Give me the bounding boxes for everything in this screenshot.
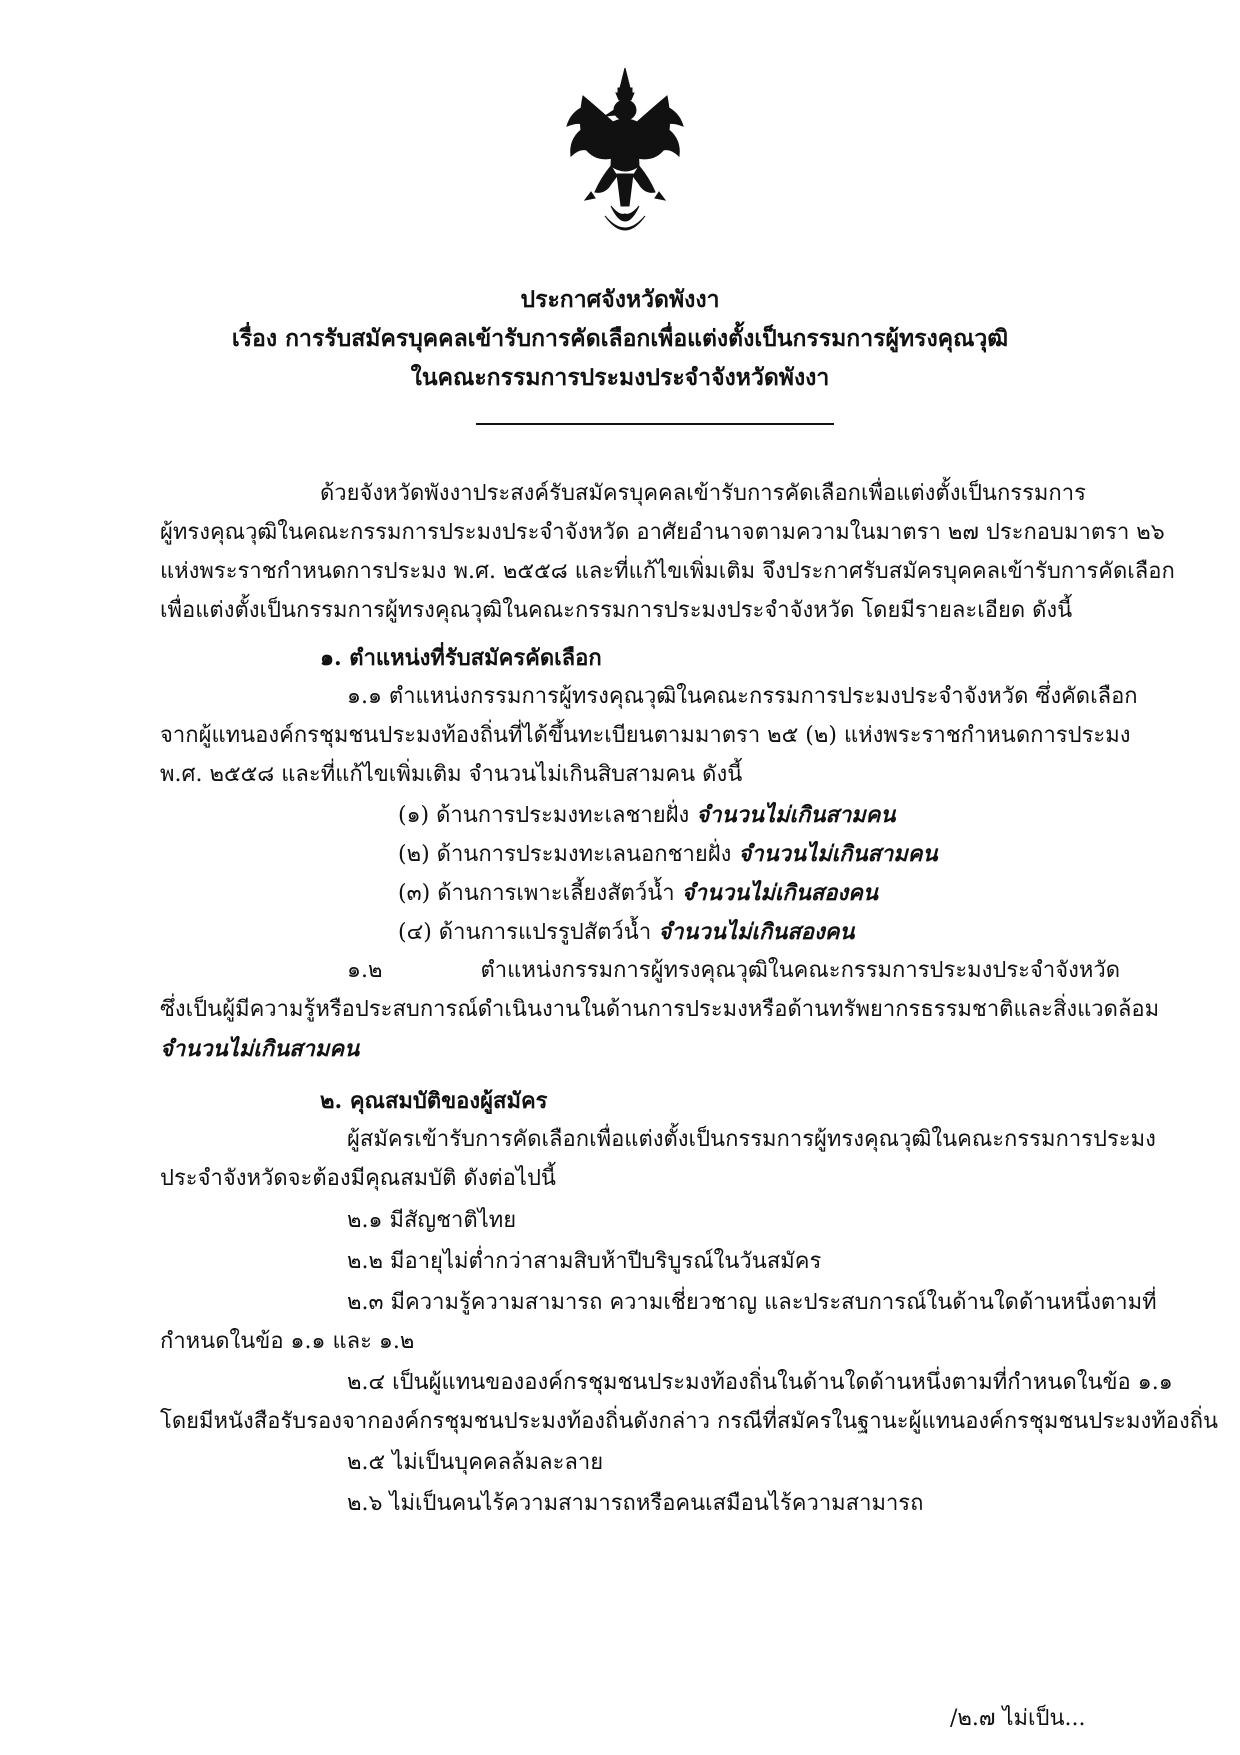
section-2-intro-line-1: ผู้สมัครเข้ารับการคัดเลือกเพื่อแต่งตั้งเป็นกรรมการผู้ทรงคุณวุฒิในคณะกรรมการประมง	[347, 1127, 1156, 1152]
qualification-2-3-line-1: ๒.๓ มีความรู้ความสามารถ ความเชี่ยวชาญ และประสบการณ์ในด้านใดด้านหนึ่งตามที่	[347, 1290, 1157, 1315]
section-1-heading: ๑. ตำแหน่งที่รับสมัครคัดเลือก	[320, 645, 602, 671]
qualification-2-1: ๒.๑ มีสัญชาติไทย	[347, 1208, 517, 1233]
qualification-2-4-line-1: ๒.๔ เป็นผู้แทนขององค์กรชุมชนประมงท้องถิ่นในด้านใดด้านหนึ่งตามที่กำหนดในข้อ ๑.๑	[347, 1370, 1173, 1395]
subitem-4	[398, 921, 854, 944]
subitem-2-count: จำนวนไม่เกินสามคน	[738, 841, 938, 867]
intro-line-2: ผู้ทรงคุณวุฒิในคณะกรรมการประมงประจำจังหวัด อาศัยอำนาจตามความในมาตรา ๒๗ ประกอบมาตรา ๒๖	[160, 520, 1165, 545]
title-line-3: ในคณะกรรมการประมงประจำจังหวัดพังงา	[410, 364, 830, 391]
subitem-4-count: จำนวนไม่เกินสองคน	[658, 919, 855, 945]
title-divider	[476, 423, 834, 425]
subitem-3-label: (๓) ด้านการเพาะเลี้ยงสัตว์น้ำ	[398, 881, 675, 906]
subitem-3-count: จำนวนไม่เกินสองคน	[681, 880, 878, 906]
qualification-2-2: ๒.๒ มีอายุไม่ต่ำกว่าสามสิบห้าปีบริบูรณ์ในวันสมัคร	[347, 1249, 822, 1274]
section-2-heading: ๒. คุณสมบัติของผู้สมัคร	[320, 1088, 548, 1114]
subitem-2-label: (๒) ด้านการประมงทะเลนอกชายฝั่ง	[398, 842, 732, 867]
item-1-1-line-3: พ.ศ. ๒๕๕๘ และที่แก้ไขเพิ่มเติม จำนวนไม่เกินสิบสามคน ดังนี้	[160, 762, 743, 787]
intro-line-1: ด้วยจังหวัดพังงาประสงค์รับสมัครบุคคลเข้ารับการคัดเลือกเพื่อแต่งตั้งเป็นกรรมการ	[320, 481, 1086, 506]
section-2-intro-line-2: ประจำจังหวัดจะต้องมีคุณสมบัติ ดังต่อไปนี้	[160, 1166, 556, 1191]
subitem-2	[398, 843, 938, 866]
item-1-2-line-2: ซึ่งเป็นผู้มีความรู้หรือประสบการณ์ดำเนินงานในด้านการประมงหรือด้านทรัพยากรธรรมชาติและสิ่งแวดล้อม	[160, 997, 1160, 1022]
subitem-1	[398, 804, 895, 827]
qualification-2-3-line-2: กำหนดในข้อ ๑.๑ และ ๑.๒	[160, 1329, 415, 1354]
title-line-1: ประกาศจังหวัดพังงา	[520, 286, 720, 313]
item-1-1-line-1: ๑.๑ ตำแหน่งกรรมการผู้ทรงคุณวุฒิในคณะกรรมการประมงประจำจังหวัด ซึ่งคัดเลือก	[347, 684, 1138, 709]
intro-line-4: เพื่อแต่งตั้งเป็นกรรมการผู้ทรงคุณวุฒิในคณะกรรมการประมงประจำจังหวัด โดยมีรายละเอียด ดังนี้	[160, 598, 1073, 623]
item-1-1-line-2: จากผู้แทนองค์กรชุมชนประมงท้องถิ่นที่ได้ขึ้นทะเบียนตามมาตรา ๒๕ (๒) แห่งพระราชกำหนดการประมง	[160, 723, 1131, 748]
subitem-4-label: (๔) ด้านการแปรรูปสัตว์น้ำ	[398, 920, 652, 945]
subitem-1-count: จำนวนไม่เกินสามคน	[696, 802, 896, 828]
subitem-1-label: (๑) ด้านการประมงทะเลชายฝั่ง	[398, 803, 690, 828]
qualification-2-4-line-2: โดยมีหนังสือรับรองจากองค์กรชุมชนประมงท้องถิ่นดังกล่าว กรณีที่สมัครในฐานะผู้แทนองค์กรชุมชนประมงท้องถิ่น	[160, 1409, 1219, 1434]
subitem-3	[398, 882, 878, 905]
qualification-2-5: ๒.๕ ไม่เป็นบุคคลล้มละลาย	[347, 1450, 604, 1475]
page-continuation: /๒.๗ ไม่เป็น...	[950, 1706, 1086, 1731]
item-1-2-line-1: ๑.๒ ตำแหน่งกรรมการผู้ทรงคุณวุฒิในคณะกรรมการประมงประจำจังหวัด	[347, 958, 1120, 983]
title-line-2: เรื่อง การรับสมัครบุคคลเข้ารับการคัดเลือกเพื่อแต่งตั้งเป็นกรรมการผู้ทรงคุณวุฒิ	[231, 325, 1009, 352]
qualification-2-6: ๒.๖ ไม่เป็นคนไร้ความสามารถหรือคนเสมือนไร้ความสามารถ	[347, 1491, 924, 1516]
garuda-emblem-icon	[565, 66, 685, 246]
item-1-2-count: จำนวนไม่เกินสามคน	[160, 1036, 360, 1062]
intro-line-3: แห่งพระราชกำหนดการประมง พ.ศ. ๒๕๕๘ และที่แก้ไขเพิ่มเติม จึงประกาศรับสมัครบุคคลเข้ารับการคัดเลือก	[160, 559, 1175, 584]
